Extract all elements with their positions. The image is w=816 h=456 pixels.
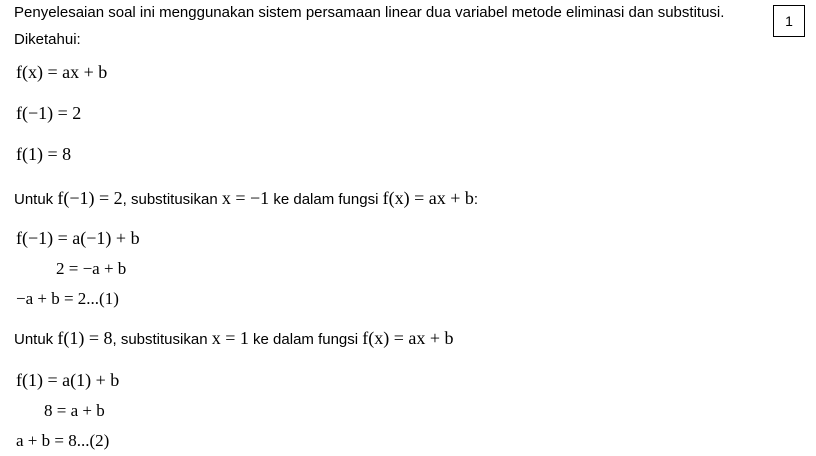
step1-condition: f(−1) = 2: [57, 188, 123, 208]
step1-sentence: [14, 188, 478, 209]
step1-substitution: x = −1: [221, 188, 270, 208]
page-number: 1: [785, 13, 793, 29]
step1-prefix: Untuk: [14, 191, 58, 208]
step2-substitution: x = 1: [211, 328, 249, 348]
step2-line-1: f(1) = a(1) + b: [16, 370, 120, 390]
step2-line-3: a + b = 8...(2): [16, 431, 110, 450]
step2-condition: f(1) = 8: [57, 328, 113, 348]
step1-function: f(x) = ax + b: [382, 188, 474, 208]
intro-text: Penyelesaian soal ini menggunakan sistem persamaan linear dua variabel metode eliminasi dan substitusi.: [14, 4, 725, 21]
step1-suffix: :: [473, 191, 479, 208]
step1-line-2: 2 = −a + b: [56, 259, 127, 278]
step2-sentence: [14, 328, 454, 349]
step2-middle1: , substitusikan: [112, 331, 212, 348]
step2-function: f(x) = ax + b: [362, 328, 454, 348]
step1-line-1: f(−1) = a(−1) + b: [16, 228, 140, 248]
known-label: Diketahui:: [14, 31, 81, 48]
page-number-box: [773, 5, 805, 37]
step1-middle1: , substitusikan: [122, 191, 222, 208]
step2-line-2: 8 = a + b: [44, 401, 105, 420]
known-eq-f-neg1: f(−1) = 2: [16, 103, 82, 123]
step2-prefix: Untuk: [14, 331, 58, 348]
step1-line-3: −a + b = 2...(1): [16, 289, 119, 308]
known-eq-function: f(x) = ax + b: [16, 62, 108, 82]
step2-middle2: ke dalam fungsi: [248, 331, 363, 348]
step1-middle2: ke dalam fungsi: [269, 191, 383, 208]
known-eq-f-1: f(1) = 8: [16, 144, 72, 164]
